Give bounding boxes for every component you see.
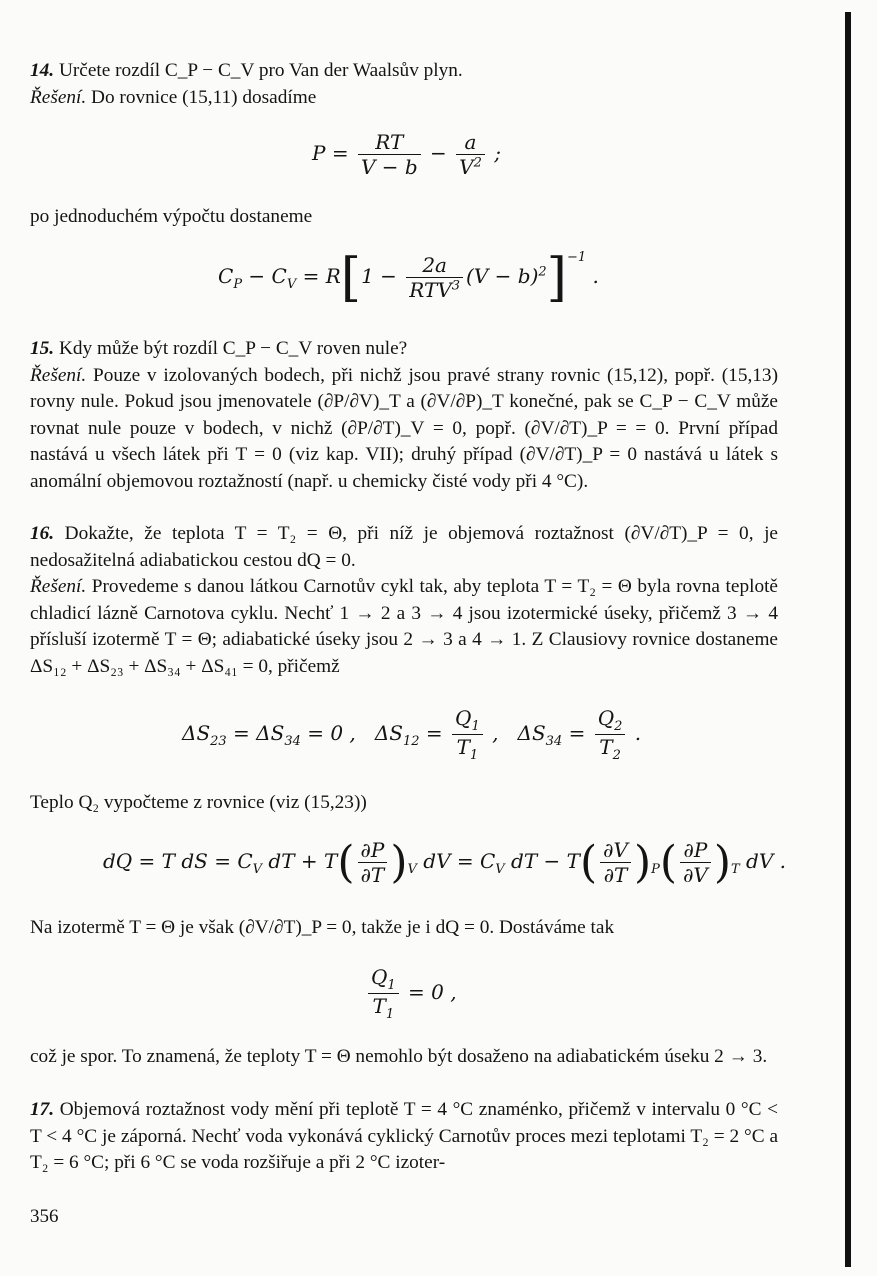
page-number: 356 [30,1206,59,1227]
problem-17-statement: 17. Objemová roztažnost vody mění při teplotě T = 4 °C znaménko, přičemž v intervalu 0 °C < T < 4 °C je záporná. Nechť voda vykonává cyklický Carnotův proces mezi teplotami T₂ = 2 °C a T₂ = 6 °C; při 6 °C se voda rozšiřuje a při 2 °C izoter- [30,1099,778,1173]
eq-q1t1: $\frac{Q_1}{T_1}$ = 0 , [365,965,457,1022]
problem-14-statement: 14. Určete rozdíl C_P − C_V pro Van der Waalsův plyn. [30,60,463,81]
problem-16-statement: 16. Dokažte, že teplota T = T₂ = Θ, při níž je objemová roztažnost (∂V/∂T)_P = 0, je nedosažitelná adiabatickou cestou dQ = 0. [30,523,778,571]
problem-14-after [30,204,778,231]
isotherm-text-block [30,915,778,942]
eq-cp-cv: $C_P - C_V = R[1$ − $\frac{2a}{RTV^3}$ $(V - b)^2]^{-1}$ . [218,247,599,308]
eq-vdw: P = $\frac{RT}{V - b}$ − $\frac{a}{V^2}$ ; [312,130,501,179]
eq-vdw-source [0,128,877,129]
problem-15-solution: Řešení. Pouze v izolovaných bodech, při nichž jsou pravé strany rovnic (15,12), popř. (15,13) rovny nule. Pokud jsou jmenovatele (∂P/∂V)_T a (∂V/∂P)_T konečné, pak se C_P − C_V může rovnat nule pouze v bodech, v nichž (∂P/∂T)_V = 0, popř. (∂V/∂T)_P = = 0. První případ nastává u všech látek při T = 0 (viz kap. VII); druhý případ (∂V/∂T)_P = 0 nastává u látek s anomální objemovou roztažností (např. u chemicky čisté vody při 4 °C). [30,364,778,492]
page-edge-bar [845,12,851,1267]
problem-14 [30,58,778,111]
problem-16 [30,521,778,680]
heat-text-block [30,790,778,817]
conclusion-text: což je spor. To znamená, že teploty T = Θ nemohlo být dosaženo na adiabatickém úseku 2 → 3. [30,1046,768,1067]
eq-entropy: $\Delta S_{23} = \Delta S_{34} = 0$ , $\Delta S_{12}$ = $\frac{Q_1}{T_1}$ , $\Delta S_{34}$ = $\frac{Q_2}{T_2}$ . [182,706,642,763]
eq-dq: dQ = T dS = $C_V$ dT + T( $\frac{\partial P}{\partial T}$ )$_V$ dV = $C_V$ dT − T( $\frac{\partial V}{\partial T}$ )$_P$( $\frac{\partial P}{\partial V}$ )$_T$ dV . [103,836,787,888]
problem-15-statement: 15. Kdy může být rozdíl C_P − C_V roven nule? [30,338,408,359]
conclusion-block [30,1044,778,1071]
problem-16-solution: Řešení. Provedeme s danou látkou Carnotův cykl tak, aby teplota T = T₂ = Θ byla rovna teplotě chladicí lázně Carnotova cyklu. Nechť 1 → 2 a 3 → 4 jsou izotermické úseky, přičemž 3 → 4 přísluší izotermě T = Θ; adiabatické úseky jsou 2 → 3 a 4 → 1. Z Clausiovy rovnice dostaneme ΔS₁₂ + ΔS₂₃ + ΔS₃₄ + ΔS₄₁ = 0, přičemž [30,576,778,677]
problem-14-after-text: po jednoduchém výpočtu dostaneme [30,206,313,227]
problem-14-solution: Řešení. Do rovnice (15,11) dosadíme [30,86,317,108]
heat-text: Teplo Q₂ vypočteme z rovnice (viz (15,23)) [30,792,367,813]
problem-15 [30,336,778,495]
isotherm-text: Na izotermě T = Θ je však (∂V/∂T)_P = 0, takže je i dQ = 0. Dostáváme tak [30,917,615,938]
problem-17 [30,1097,778,1177]
